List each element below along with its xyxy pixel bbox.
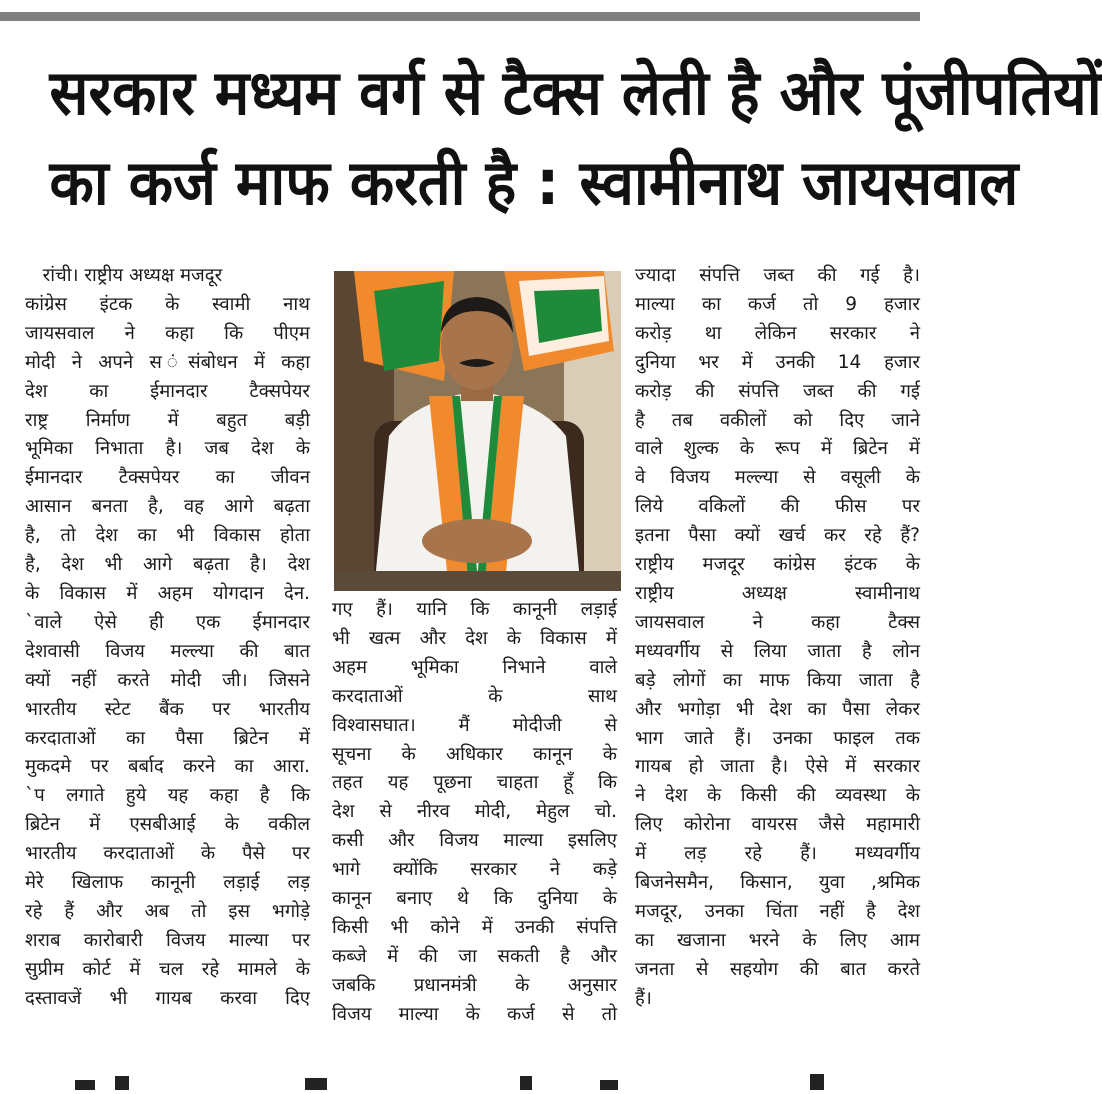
article-line: गायब हो जाता है। ऐसे में सरकार [635, 756, 920, 778]
article-line: भाग जाते हैं। उनका फाइल तक [635, 727, 920, 749]
article-line: रहे हैं और अब तो इस भगोड़े [25, 900, 310, 922]
article-line: करोड़ था लेकिन सरकार ने [635, 322, 920, 344]
article-line: जबकि प्रधानमंत्री के अनुसार [332, 974, 617, 996]
article-line: है, देश भी आगे बढ़ता है। देश [25, 554, 310, 576]
article-line: किसी भी कोने में उनकी संपत्ति [332, 916, 617, 938]
article-line: ब्रिटेन में एसबीआई के वकील [25, 814, 310, 836]
next-headline-cutoff [0, 1066, 953, 1090]
headline-line-2: का कर्ज माफ करती है : स्वामीनाथ जायसवाल [49, 146, 1019, 219]
article-line: ने देश के किसी की व्यवस्था के [635, 785, 920, 807]
article-line: लिये वकिलों की फीस पर [635, 496, 920, 518]
article-line: भारतीय स्टेट बैंक पर भारतीय [25, 698, 310, 720]
article-line: जायसवाल ने कहा कि पीएम [25, 322, 310, 344]
article-line: करोड़ की संपत्ति जब्त की गई [635, 380, 920, 402]
article-line: कानून बनाए थे कि दुनिया के [332, 888, 617, 910]
article-line: बिजनेसमैन, किसान, युवा ,श्रमिक [635, 872, 920, 894]
article-line: `वाले ऐसे ही एक ईमानदार [25, 611, 310, 633]
article-line: राष्ट्र निर्माण में बहुत बड़ी [25, 409, 310, 431]
article-line: मजदूर, उनका चिंता नहीं है देश [635, 900, 920, 922]
headline [49, 48, 1102, 228]
article-line: तहत यह पूछना चाहता हूँ कि [332, 772, 617, 794]
article-line: ज्यादा संपत्ति जब्त की गई है। [635, 265, 920, 286]
article-line: रांची। राष्ट्रीय अध्यक्ष मजदूर [25, 265, 223, 286]
article-line: राष्ट्रीय अध्यक्ष स्वामीनाथ [635, 582, 920, 604]
article-line: भूमिका निभाता है। जब देश के [25, 438, 310, 460]
article-line: विश्वासघात। मैं मोदीजी से [332, 714, 617, 736]
article-line: `प लगाते हुये यह कहा है कि [25, 785, 310, 807]
article-line: कब्जे में की जा सकती है और [332, 945, 617, 967]
article-line: है, तो देश का भी विकास होता [25, 525, 310, 547]
article-line: बड़े लोगों का माफ किया जाता है [635, 669, 920, 691]
article-line: सुप्रीम कोर्ट में चल रहे मामले के [25, 958, 310, 980]
flag-green-left [374, 281, 444, 371]
article-line: मोदी ने अपने स ंसंबोधन में कहा [25, 351, 310, 373]
article-line: हैं। [635, 987, 652, 1009]
article-line: क्यों नहीं करते मोदी जी। जिसने [25, 669, 310, 691]
article-line: दुनिया भर में उनकी 14 हजार [635, 351, 920, 373]
article-line: के विकास में अहम योगदान देन. [25, 582, 310, 604]
article-line: कांग्रेस इंटक के स्वामी नाथ [25, 293, 310, 315]
news-photo [334, 271, 621, 591]
article-line: देशवासी विजय मल्ल्या की बात [25, 640, 310, 662]
person-photo-illustration [334, 271, 621, 591]
article-line: भी खत्म और देश के विकास में [332, 627, 617, 649]
article-line: मेरे खिलाफ कानूनी लड़ाई लड़ [25, 872, 310, 894]
article-line: वाले शुल्क के रूप में ब्रिटेन में [635, 438, 920, 460]
article-line: है तब वकीलों को दिए जाने [635, 409, 920, 431]
article-line: माल्या का कर्ज तो 9 हजार [635, 293, 920, 315]
article-line: गए हैं। यानि कि कानूनी लड़ाई [332, 599, 617, 620]
article-column-3 [635, 262, 920, 1014]
article-line: भागे क्योंकि सरकार ने कड़े [332, 859, 617, 881]
article-line: करदाताओं का पैसा ब्रिटेन में [25, 727, 310, 749]
article-line: वे विजय मल्ल्या से वसूली के [635, 467, 920, 489]
top-rule [0, 12, 920, 21]
cutoff-text-fragments [0, 1066, 953, 1090]
article-line: जनता से सहयोग की बात करते [635, 958, 920, 980]
article-line: राष्ट्रीय मजदूर कांग्रेस इंटक के [635, 554, 920, 576]
article-line: जायसवाल ने कहा टैक्स [635, 611, 920, 633]
article-line: मध्यवर्गीय से लिया जाता है लोन [635, 640, 920, 662]
article-line: देश का ईमानदार टैक्सपेयर [25, 380, 310, 402]
article-line: भारतीय करदाताओं के पैसे पर [25, 843, 310, 865]
article-line: मुकदमे पर बर्बाद करने का आरा. [25, 756, 310, 778]
article-line: देश से नीरव मोदी, मेहुल चो. [332, 801, 617, 823]
article-line: लिए कोरोना वायरस जैसे महामारी [635, 814, 920, 836]
article-line: ईमानदार टैक्सपेयर का जीवन [25, 467, 310, 489]
article-line: आसान बनता है, वह आगे बढ़ता [25, 496, 310, 518]
article-line: में लड़ रहे हैं। मध्यवर्गीय [635, 843, 920, 865]
article-column-1 [25, 262, 310, 1014]
article-line: इतना पैसा क्यों खर्च कर रहे हैं? [635, 525, 920, 547]
article-line: शराब कारोबारी विजय माल्या पर [25, 929, 310, 951]
article-line: और भगोड़ा भी देश का पैसा लेकर [635, 698, 920, 720]
article-line: का खजाना भरने के लिए आम [635, 929, 920, 951]
article-line: करदाताओं के साथ [332, 685, 617, 707]
article-column-2 [332, 596, 617, 1030]
article-line: अहम भूमिका निभाने वाले [332, 656, 617, 678]
article-line: विजय माल्या के कर्ज से तो [332, 1003, 617, 1025]
headline-line-1: सरकार मध्यम वर्ग से टैक्स लेती है और पूंजीपतियों [49, 56, 1102, 129]
hands [422, 519, 532, 563]
article-line: कसी और विजय माल्या इसलिए [332, 830, 617, 852]
article-line: दस्तावजें भी गायब करवा दिए [25, 987, 310, 1009]
article-line: सूचना के अधिकार कानून के [332, 743, 617, 765]
